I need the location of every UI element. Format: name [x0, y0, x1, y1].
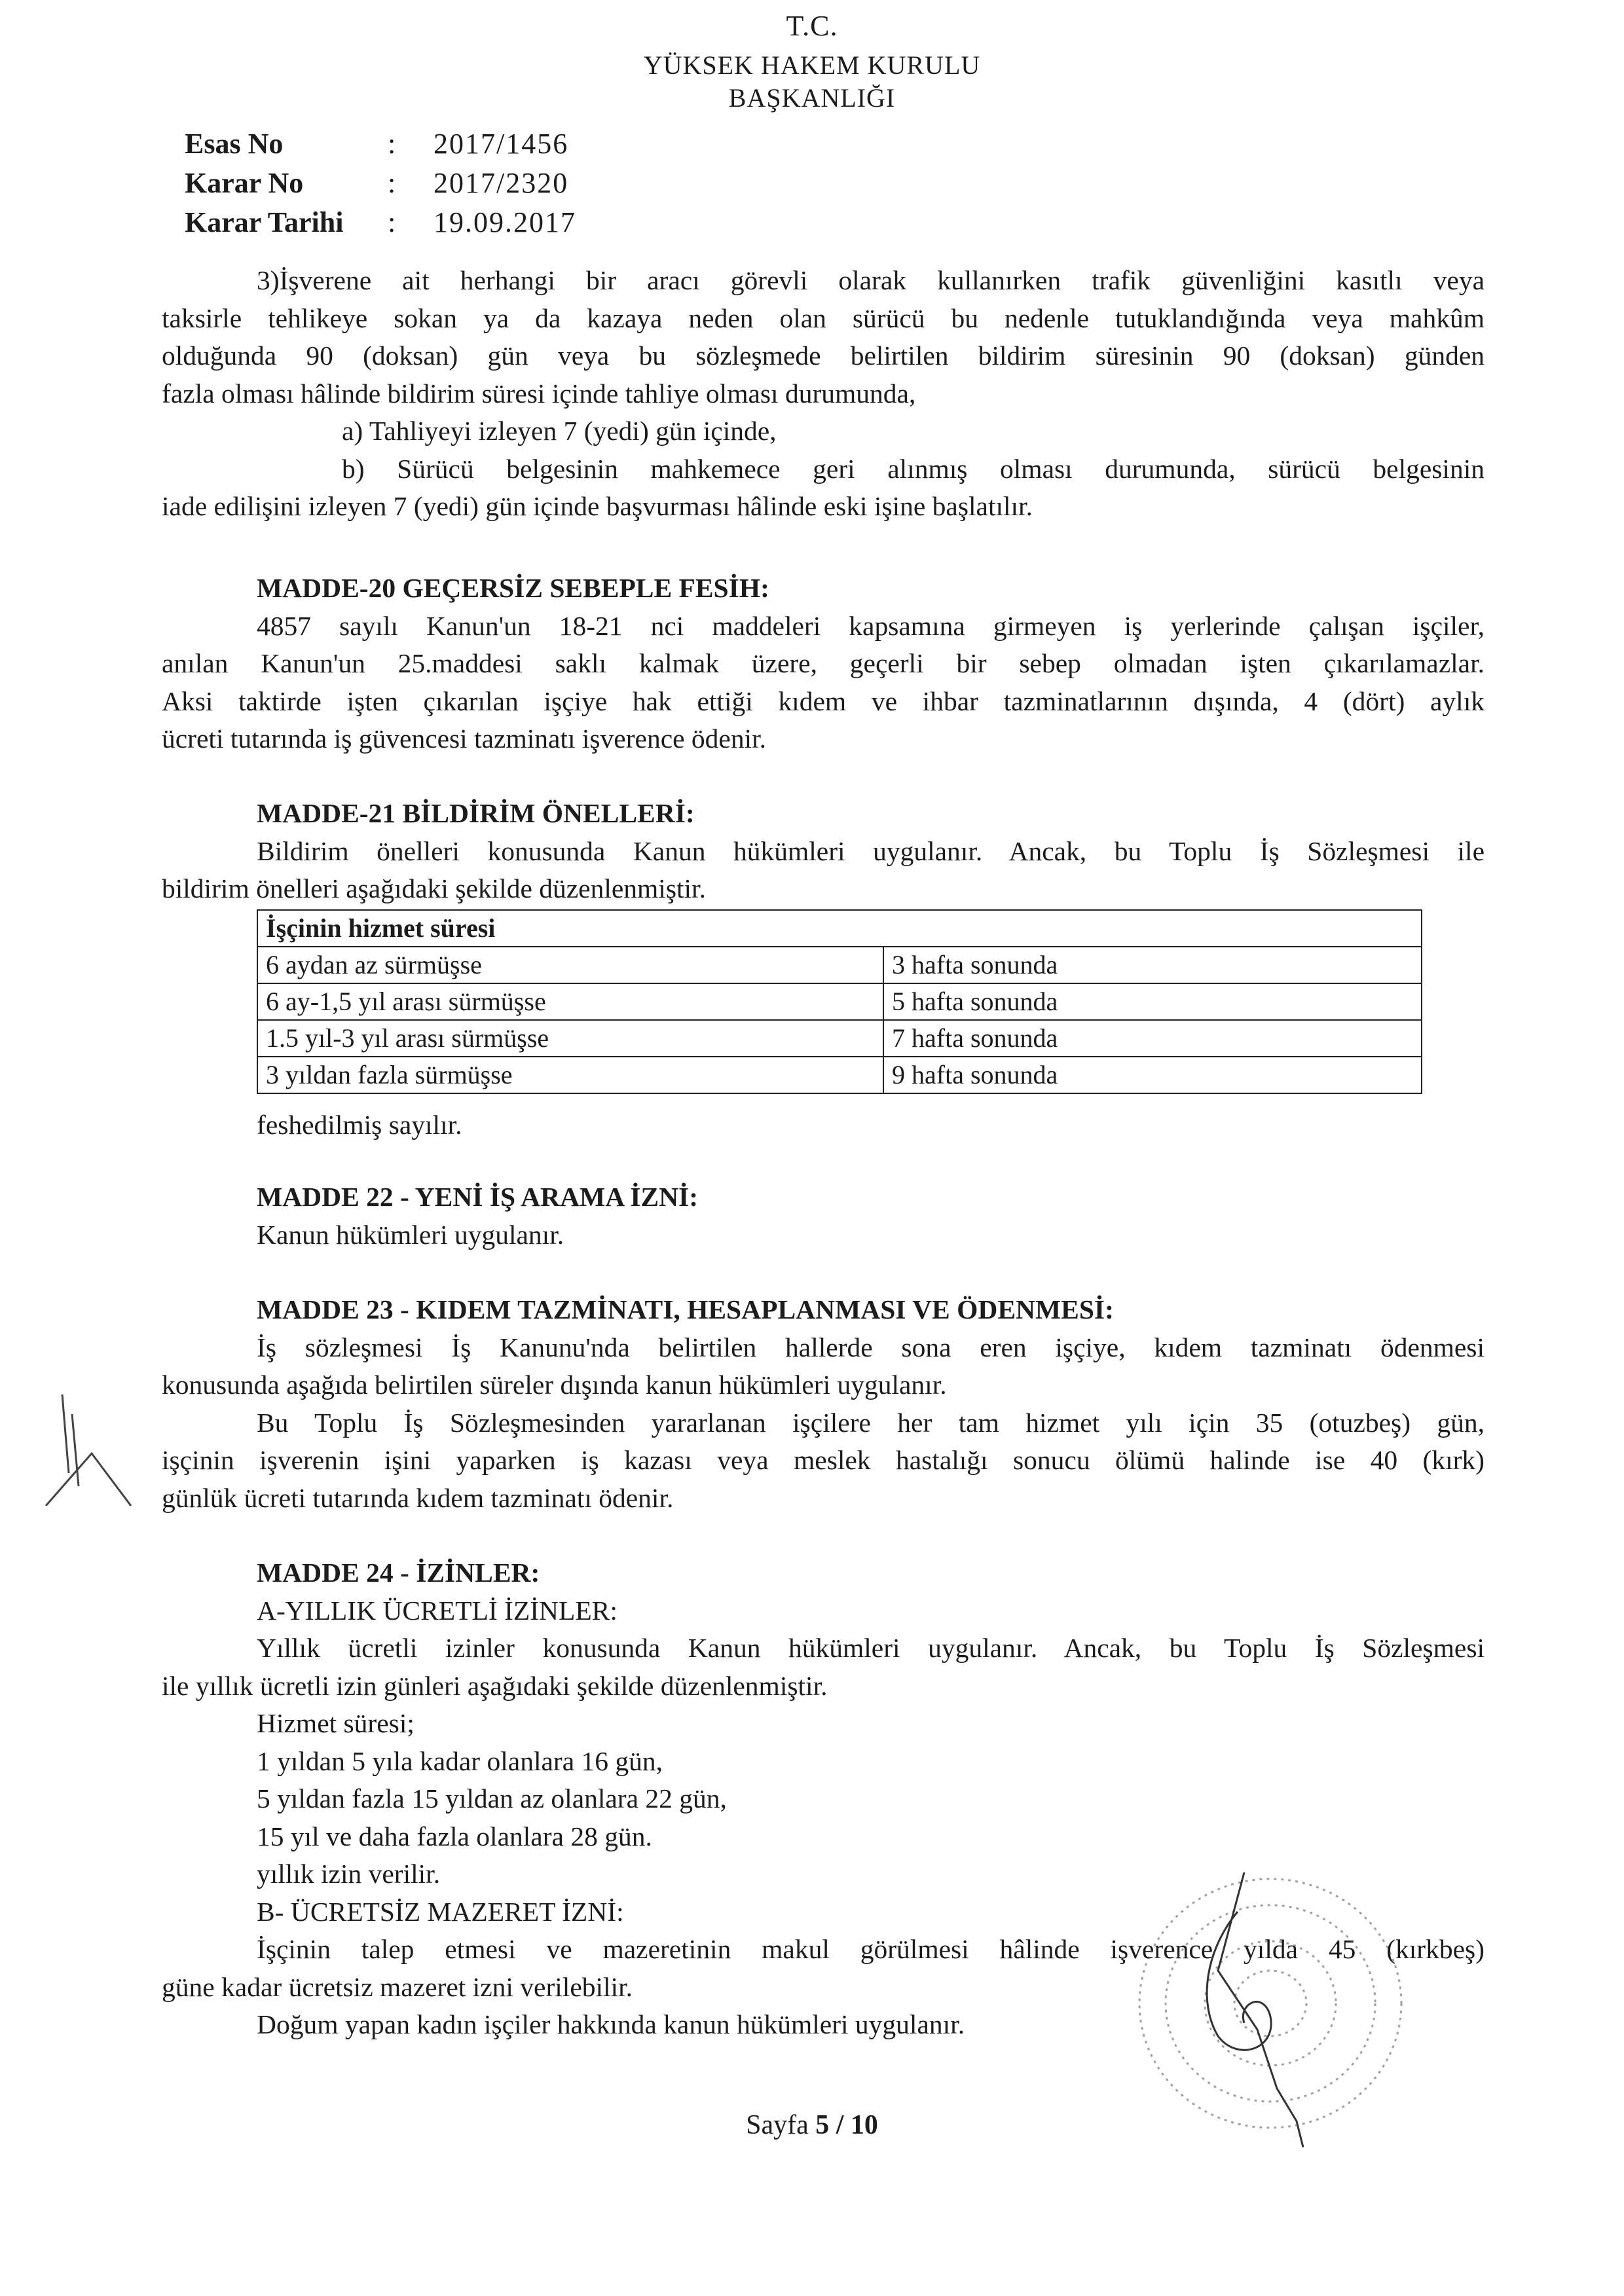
table-row: [257, 1057, 1422, 1093]
meta-row-tarih: [185, 203, 576, 242]
footer-prefix: Sayfa: [746, 2110, 809, 2140]
footer-page: 5: [815, 2110, 830, 2140]
body-line: Kanun hükümleri uygulanır.: [257, 1219, 564, 1250]
madde-22: [162, 1178, 1485, 1254]
meta-sep: :: [388, 128, 396, 160]
body-line: Yıllık ücretli izinler konusunda Kanun hükümleri uygulanır. Ancak, bu Toplu İş Sözleşmesi: [257, 1633, 1485, 1663]
list-item: 15 yıl ve daha fazla olanlara 28 gün.: [257, 1821, 652, 1851]
header-institution: YÜKSEK HAKEM KURULU: [643, 50, 981, 80]
body-line: İş sözleşmesi İş Kanunu'nda belirtilen hallerde sona eren işçiye, kıdem tazminatı ödenmesi: [257, 1332, 1485, 1362]
meta-row-esas: [185, 124, 576, 164]
item-a: a) Tahliyeyi izleyen 7 (yedi) gün içinde,: [342, 416, 777, 446]
subheading: B- ÜCRETSİZ MAZERET İZNİ:: [257, 1896, 624, 1927]
body-line: Bu Toplu İş Sözleşmesinden yararlanan işçilere her tam hizmet yılı için 35 (otuzbeş) gün,: [257, 1407, 1485, 1438]
header-presidency: BAŞKANLIĞI: [728, 83, 896, 113]
madde-21-after: [162, 1106, 1485, 1144]
section-3: [162, 262, 1485, 526]
subheading: A-YILLIK ÜCRETLİ İZİNLER:: [257, 1595, 618, 1626]
official-stamp-icon: [1107, 1872, 1421, 2147]
table-cell: 7 hafta sonunda: [883, 1020, 1422, 1057]
list-item: yıllık izin verilir.: [257, 1859, 441, 1889]
body-line: feshedilmiş sayılır.: [257, 1110, 462, 1140]
meta-label: Esas No: [185, 128, 284, 160]
body-line: b) Sürücü belgesinin mahkemece geri alınmış olması durumunda, sürücü belgesinin: [342, 453, 1485, 484]
meta-value: 2017/1456: [434, 128, 569, 160]
body-line: Doğum yapan kadın işçiler hakkında kanun hükümleri uygulanır.: [257, 2009, 965, 2039]
body-line: iade edilişini izleyen 7 (yedi) gün içinde başvurması hâlinde eski işine başlatılır.: [162, 491, 1033, 521]
body-line: taksirle tehlikeye sokan ya da kazaya neden olan sürücü bu nedenle tutuklandığında veya mahkûm: [162, 302, 1485, 333]
body-line: ile yıllık ücretli izin günleri aşağıdaki şekilde düzenlenmiştir.: [162, 1670, 828, 1701]
section-heading: MADDE-20 GEÇERSİZ SEBEPLE FESİH:: [257, 573, 769, 603]
table-row: [257, 947, 1422, 983]
table-row: [257, 983, 1422, 1020]
madde-21: [162, 795, 1485, 908]
table-header: İşçinin hizmet süresi: [257, 910, 1422, 947]
table-cell: 1.5 yıl-3 yıl arası sürmüşse: [257, 1020, 883, 1057]
table-cell: 5 hafta sonunda: [883, 983, 1422, 1020]
meta-sep: :: [388, 167, 396, 199]
table-cell: 3 yıldan fazla sürmüşse: [257, 1057, 883, 1093]
list-item: 1 yıldan 5 yıla kadar olanlara 16 gün,: [257, 1745, 663, 1776]
madde-20: [162, 570, 1485, 758]
body-line: ücreti tutarında iş güvencesi tazminatı işverence ödenir.: [162, 723, 767, 754]
table-cell: 6 ay-1,5 yıl arası sürmüşse: [257, 983, 883, 1020]
body-line: güne kadar ücretsiz mazeret izni verilebilir.: [162, 1971, 633, 2002]
meta-value: 19.09.2017: [434, 206, 576, 238]
meta-sep: :: [388, 206, 396, 238]
meta-label: Karar Tarihi: [185, 206, 344, 238]
table-cell: 6 aydan az sürmüşse: [257, 947, 883, 983]
list-item: 5 yıldan fazla 15 yıldan az olanlara 22 gün,: [257, 1783, 727, 1813]
footer-sep: /: [836, 2110, 844, 2140]
body-line: 4857 sayılı Kanun'un 18-21 nci maddeleri kapsamına girmeyen iş yerlerinde çalışan işçiler,: [257, 610, 1485, 641]
table-cell: 9 hafta sonunda: [883, 1057, 1422, 1093]
notice-period-table: [257, 909, 1422, 1094]
table-cell: 3 hafta sonunda: [883, 947, 1422, 983]
body-line: anılan Kanun'un 25.maddesi saklı kalmak üzere, geçerli bir sebep olmadan işten çıkarılamazlar.: [162, 648, 1485, 678]
meta-row-karar: [185, 164, 576, 203]
body-line: bildirim önelleri aşağıdaki şekilde düzenlenmiştir.: [162, 873, 706, 903]
meta-label: Karar No: [185, 167, 304, 199]
body-line: İşçinin talep etmesi ve mazeretinin makul görülmesi hâlinde işverence yılda 45 (kırkbeş): [257, 1934, 1485, 1964]
section-heading: MADDE 23 - KIDEM TAZMİNATI, HESAPLANMASI VE ÖDENMESİ:: [257, 1294, 1114, 1324]
section-heading: MADDE-21 BİLDİRİM ÖNELLERİ:: [257, 798, 695, 828]
table-header-row: [257, 910, 1422, 947]
body-line: konusunda aşağıda belirtilen süreler dışında kanun hükümleri uygulanır.: [162, 1370, 947, 1400]
section-heading: MADDE 24 - İZİNLER:: [257, 1558, 540, 1588]
table-row: [257, 1020, 1422, 1057]
madde-23: [162, 1291, 1485, 1517]
signature-icon: [33, 1375, 144, 1506]
case-meta: [185, 124, 576, 242]
section-heading: MADDE 22 - YENİ İŞ ARAMA İZNİ:: [257, 1182, 699, 1212]
body-line: 3)İşverene ait herhangi bir aracı görevli olarak kullanırken trafik güvenliğini kasıtlı veya: [257, 265, 1485, 295]
body-line: Bildirim önelleri konusunda Kanun hükümleri uygulanır. Ancak, bu Toplu İş Sözleşmesi ile: [257, 835, 1485, 866]
meta-value: 2017/2320: [434, 167, 569, 199]
body-line: olduğunda 90 (doksan) gün veya bu sözleşmede belirtilen bildirim süresinin 90 (doksan) günden: [162, 340, 1485, 371]
list-item: Hizmet süresi;: [257, 1708, 415, 1738]
body-line: Aksi taktirde işten çıkarılan işçiye hak ettiği kıdem ve ihbar tazminatlarının dışında, 4 (dört) aylık: [162, 685, 1485, 716]
footer-total: 10: [850, 2110, 878, 2140]
body-line: işçinin işverenin işini yaparken iş kazası veya meslek hastalığı sonucu ölümü halinde ise 40 (kırk): [162, 1445, 1485, 1475]
header-tc: T.C.: [786, 10, 838, 42]
body-line: günlük ücreti tutarında kıdem tazminatı ödenir.: [162, 1482, 674, 1513]
body-line: fazla olması hâlinde bildirim süresi içinde tahliye olması durumunda,: [162, 378, 916, 409]
